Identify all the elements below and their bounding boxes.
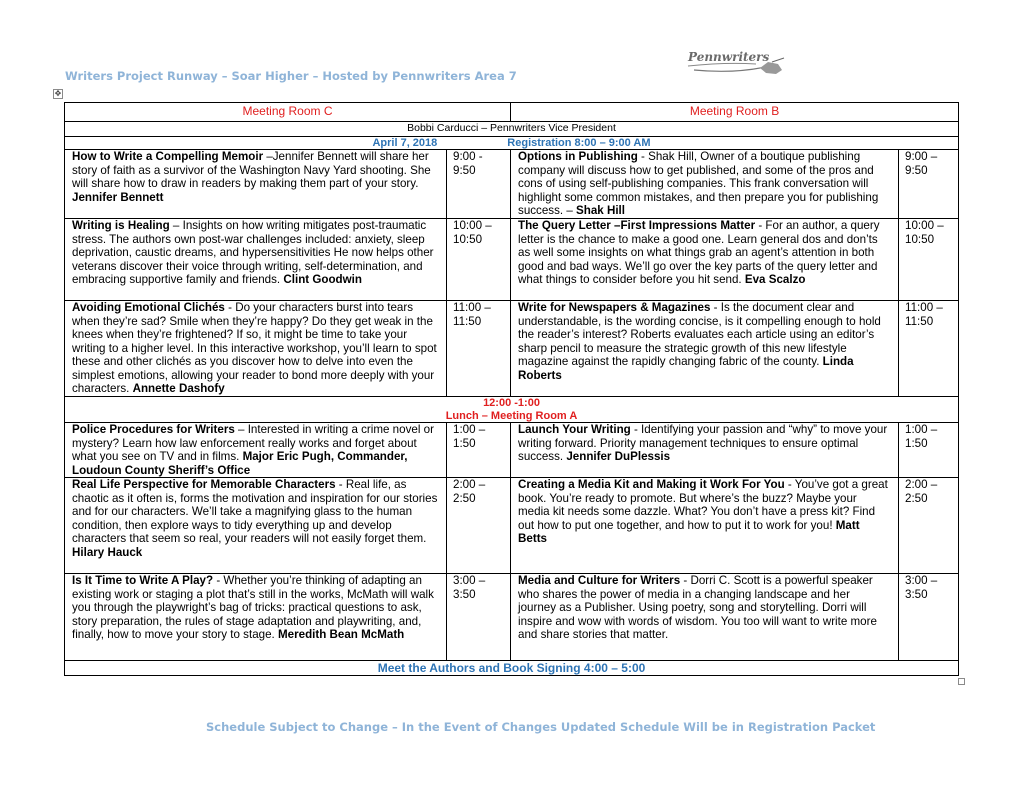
session-speaker: Hilary Hauck <box>72 545 143 559</box>
session-time: 11:00 – 11:50 <box>447 301 511 397</box>
session-speaker: Annette Dashofy <box>132 382 225 396</box>
session-left <box>65 150 447 219</box>
session-title: Media and Culture for Writers <box>518 574 681 588</box>
session-title: Police Procedures for Writers <box>72 423 235 436</box>
session-left <box>65 574 447 661</box>
session-left <box>65 219 447 301</box>
document-header-title: Writers Project Runway – Soar Higher – Hosted by Pennwriters Area 7 <box>65 69 517 83</box>
logo-swoosh-icon <box>686 50 792 80</box>
session-description: – Insights on how writing mitigates post-traumatic stress. The authors own post-war challenges included: anxiety, sleep deprivation, caustic dreams, and hypersensitivities He now helps other veterans discover their voice through writing, self-determination, and embracing supportive family and friends. <box>72 219 434 287</box>
session-description: –Jennifer Bennett will share her story of faith as a survivor of the Washington Navy Yard shooting. She will share how to draw in readers by making them part of your story. <box>72 150 431 191</box>
session-left <box>65 423 447 478</box>
session-row <box>65 574 959 661</box>
session-right <box>511 219 899 301</box>
session-speaker: Jennifer DuPlessis <box>566 450 671 464</box>
session-time: 11:00 – 11:50 <box>899 301 959 397</box>
session-speaker: Meredith Bean McMath <box>278 628 405 642</box>
session-title: Options in Publishing <box>518 150 638 163</box>
session-title: Launch Your Writing <box>518 423 631 436</box>
session-right <box>511 423 899 478</box>
session-time: 10:00 – 10:50 <box>899 219 959 301</box>
session-time: 3:00 – 3:50 <box>899 574 959 661</box>
session-speaker: Clint Goodwin <box>283 273 362 287</box>
session-description: - For an author, a query letter is the chance to make a good one. Learn general dos and don’ts as well some insights on what things grab an agent’s attention in both good and bad ways. We’ll go over the key parts of the query letter and what things to consider before you hit send. <box>518 219 880 287</box>
session-title: Creating a Media Kit and Making it Work For You <box>518 478 785 492</box>
date-registration-row <box>65 137 959 150</box>
session-time: 1:00 – 1:50 <box>899 423 959 478</box>
lunch-label: Lunch – Meeting Room A <box>445 409 578 422</box>
session-speaker: Jennifer Bennett <box>72 190 164 204</box>
session-speaker: Major Eric Pugh, Commander, Loudoun County Sheriff’s Office <box>72 450 408 477</box>
session-row <box>65 219 959 301</box>
pennwriters-logo <box>686 50 792 80</box>
session-left <box>65 478 447 574</box>
session-time: 1:00 – 1:50 <box>447 423 511 478</box>
session-left <box>65 301 447 397</box>
schedule-change-note: Schedule Subject to Change – In the Event of Changes Updated Schedule Will be in Registration Packet <box>206 720 876 734</box>
session-time: 2:00 – 2:50 <box>447 478 511 574</box>
session-title: Write for Newspapers & Magazines <box>518 301 711 314</box>
session-description: - Identifying your passion and “why” to move your writing forward. Priority management techniques to ensure optimal success. <box>518 423 888 464</box>
session-description: - Is the document clear and understandable, is the wording concise, is it compelling enough to hold the reader’s interest? Roberts evaluates each article using an editor’s sharp pencil to measure the strategic growth of this new lifestyle magazine against the rapidly changing fabric of the county. <box>518 301 881 369</box>
session-right <box>511 478 899 574</box>
session-speaker: Matt Betts <box>518 518 860 546</box>
session-title: Real Life Perspective for Memorable Characters <box>72 478 336 492</box>
event-date: April 7, 2018 <box>372 137 438 149</box>
session-right <box>511 301 899 397</box>
lunch-time: 12:00 -1:00 <box>483 397 540 409</box>
session-row <box>65 478 959 574</box>
registration-time: Registration 8:00 – 9:00 AM <box>507 137 651 149</box>
logo-text: Pennwriters <box>688 50 770 64</box>
schedule-table <box>64 102 959 676</box>
session-right <box>511 150 899 219</box>
session-title: How to Write a Compelling Memoir <box>72 150 264 163</box>
session-description: - Dorri C. Scott is a powerful speaker who shares the power of media in a changing landscape and her journey as a Publisher. Using poetry, song and storytelling. Dorri will inspire and wow with words of wisdom. You too will want to write more and share stories that matter. <box>518 574 877 642</box>
vp-line: Bobbi Carducci – Pennwriters Vice President <box>65 122 959 137</box>
vp-row <box>65 122 959 137</box>
session-time: 9:00 - 9:50 <box>447 150 511 219</box>
session-description: - Shak Hill, Owner of a boutique publishing company will discuss how to get published, and some of the pros and cons of using self-publishing companies. This frank conversation will highlight some common mistakes, and then prepare you for publishing success. – <box>518 150 879 218</box>
session-row <box>65 423 959 478</box>
table-move-handle[interactable]: ✥ <box>54 89 62 98</box>
room-c-header: Meeting Room C <box>65 103 511 122</box>
session-description: - Do your characters burst into tears when they’re sad? Smile when they’re happy? Do they get weak in the knees when they’re frightened? If so, it might be time to take your writing to a higher level. In this interactive workshop, you’ll learn to spot these and other clichés as you discover how to delve into even the simplest emotions, allowing your reader to bond more deeply with your characters. <box>72 301 437 396</box>
session-row <box>65 301 959 397</box>
session-time: 3:00 – 3:50 <box>447 574 511 661</box>
session-time: 2:00 – 2:50 <box>899 478 959 574</box>
session-speaker: Linda Roberts <box>518 355 854 382</box>
session-title: Avoiding Emotional Clichés <box>72 301 225 314</box>
session-time: 9:00 – 9:50 <box>899 150 959 219</box>
session-title: Writing is Healing <box>72 219 170 232</box>
signing-row <box>65 661 959 676</box>
session-row <box>65 150 959 219</box>
lunch-row <box>65 397 959 423</box>
session-description: - Whether you’re thinking of adapting an existing work or staging a plot that’s still in the works, McMath will walk you through the playwright’s bag of tricks: practical questions to ask, story preparation, the rules of stage adaptation and playwriting, and, finally, how to move your story to stage. <box>72 574 434 642</box>
session-title: Is It Time to Write A Play? <box>72 574 214 588</box>
session-speaker: Eva Scalzo <box>744 273 806 287</box>
session-description: - Real life, as chaotic as it often is, forms the motivation and inspiration for our stories and for our characters. We’ll take a magnifying glass to the human condition, then explore ways to tidy everything up and develop characters that seem so real, your readers will not easily forget them. <box>72 478 438 546</box>
session-title: The Query Letter –First Impressions Matter <box>518 219 756 232</box>
session-time: 10:00 – 10:50 <box>447 219 511 301</box>
table-resize-handle[interactable] <box>958 678 965 685</box>
session-description: - You’ve got a great book. You’re ready to promote. But where’s the buzz? Maybe your media kit needs some dazzle. What? You don’t have a press kit? Find out how to put one together, and how to put it to work for you! <box>518 478 888 532</box>
room-b-header: Meeting Room B <box>511 103 959 122</box>
session-description: – Interested in writing a crime novel or mystery? Learn how law enforcement really works and forget about what you see on TV and in films. <box>72 423 434 464</box>
rooms-header-row <box>65 103 959 122</box>
session-right <box>511 574 899 661</box>
book-signing: Meet the Authors and Book Signing 4:00 – 5:00 <box>65 661 959 676</box>
session-speaker: Shak Hill <box>576 204 625 218</box>
